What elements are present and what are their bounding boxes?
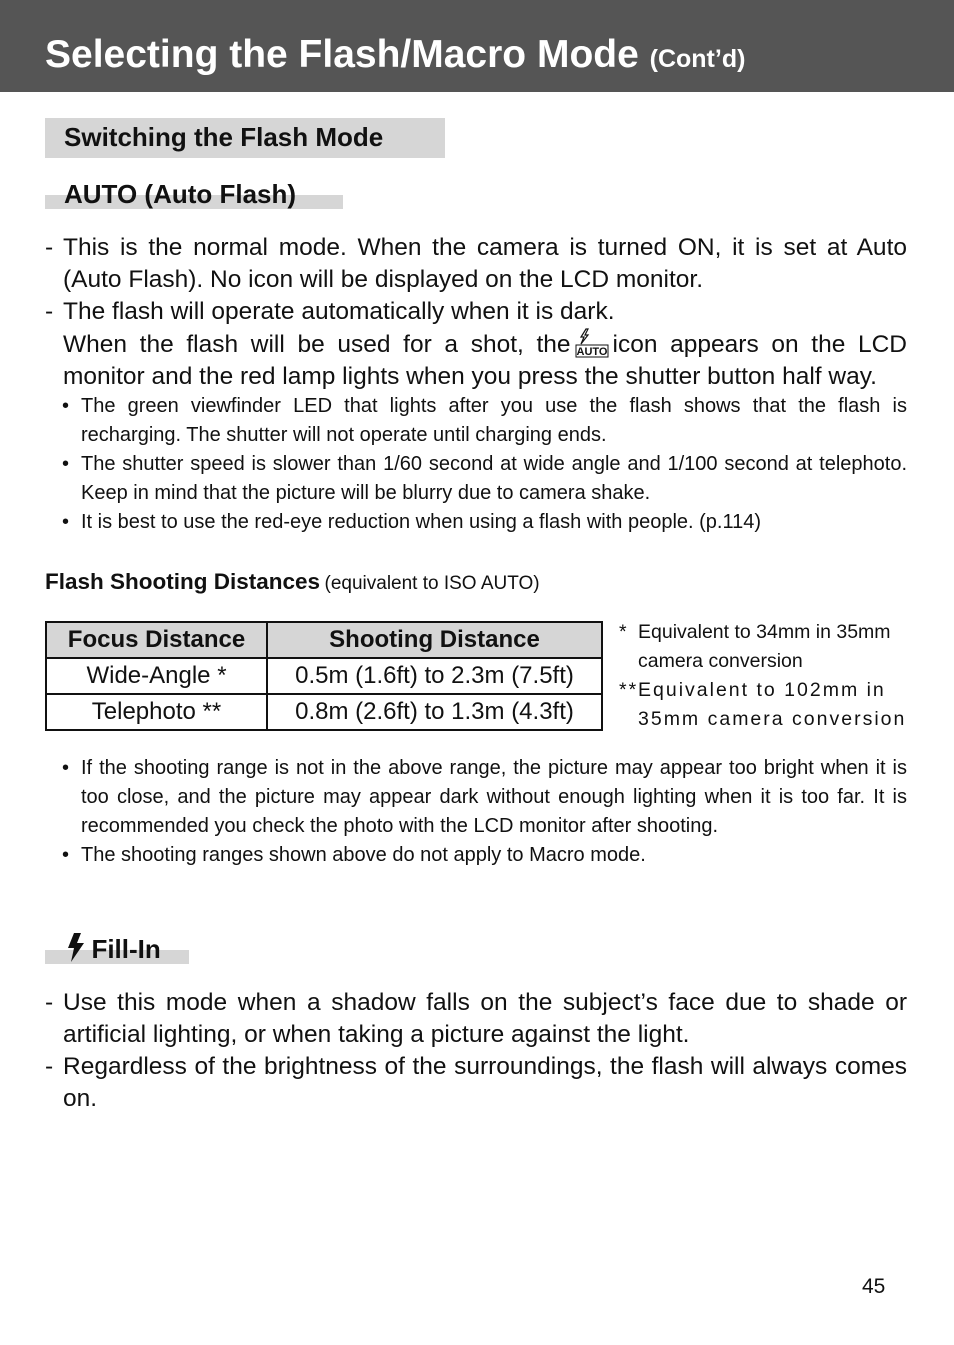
table-row <box>46 658 602 694</box>
table-cell: Telephoto ** <box>46 694 267 730</box>
distances-heading-text: Flash Shooting Distances <box>45 569 321 594</box>
fill-in-heading <box>45 932 161 965</box>
bullet-text: The green viewfinder LED that lights after you use the flash shows that the flash is recharging. The shutter will not operate until charging ends. <box>81 395 907 446</box>
bullet-item <box>62 508 907 537</box>
page-title <box>45 32 745 82</box>
fill-in-heading-text: Fill-In <box>91 934 161 964</box>
table-cell: 0.8m (2.6ft) to 1.3m (4.3ft) <box>267 694 602 730</box>
distances-heading <box>45 569 540 595</box>
bullet-dot: • <box>62 757 70 779</box>
auto-paragraph-2-before-icon: When the flash will be used for a shot, the <box>63 331 571 358</box>
bullet-dot: • <box>62 511 70 533</box>
bullet-item <box>62 450 907 508</box>
svg-text:AUTO: AUTO <box>576 346 608 358</box>
page-header <box>0 0 954 92</box>
auto-paragraph-2 <box>45 296 907 393</box>
dash-marker: - <box>45 298 54 325</box>
page-title-text: Selecting the Flash/Macro Mode <box>45 33 639 76</box>
bullet-item <box>62 392 907 450</box>
distance-bullets <box>62 754 907 870</box>
footnote-mark: ** <box>619 679 639 701</box>
bullet-item <box>62 754 907 841</box>
auto-paragraph-2-line1: The flash will operate automatically when it is dark. <box>63 298 615 325</box>
auto-paragraph-1 <box>45 232 907 296</box>
bullet-dot: • <box>62 395 70 417</box>
fill-in-paragraph-2-text: Regardless of the brightness of the surroundings, the flash will always comes on. <box>63 1053 907 1112</box>
fill-in-paragraph-2 <box>45 1051 907 1115</box>
auto-paragraph-1-text: This is the normal mode. When the camera is turned ON, it is set at Auto (Auto Flash). No icon will be displayed on the LCD monitor. <box>63 234 907 293</box>
page-title-suffix: (Cont’d) <box>649 45 746 73</box>
auto-heading <box>45 178 296 210</box>
auto-paragraph-2-after-icon: icon appears on the LCD monitor and the red lamp lights when you press the shutter button half way. <box>63 331 907 390</box>
table-cell: 0.5m (1.6ft) to 2.3m (7.5ft) <box>267 658 602 694</box>
footnote-text: Equivalent to 102mm in 35mm camera conversion <box>638 679 907 730</box>
column-header: Shooting Distance <box>267 622 602 658</box>
auto-bullets <box>62 392 907 537</box>
table-header-row <box>46 622 602 658</box>
footnote-text: Equivalent to 34mm in 35mm camera conversion <box>638 621 891 672</box>
bullet-text: The shutter speed is slower than 1/60 second at wide angle and 1/100 second at telephoto. Keep in mind that the picture will be blurry due to camera shake. <box>81 453 907 504</box>
bullet-text: If the shooting range is not in the above range, the picture may appear too bright when it is too close, and the picture may appear dark without enough lighting when it is too far. It is recommended you check the photo with the LCD monitor after shooting. <box>81 757 907 837</box>
auto-heading-text: AUTO (Auto Flash) <box>64 179 297 209</box>
distances-heading-note: (equivalent to ISO AUTO) <box>324 573 540 594</box>
table-footnotes <box>619 618 907 734</box>
bullet-text: It is best to use the red-eye reduction when using a flash with people. (p.114) <box>81 511 762 533</box>
dash-marker: - <box>45 989 54 1016</box>
auto-paragraph-2-line2 <box>63 328 907 393</box>
bullet-text: The shooting ranges shown above do not apply to Macro mode. <box>81 844 646 866</box>
page-number: 45 <box>862 1275 886 1298</box>
bullet-dot: • <box>62 453 70 475</box>
bullet-item <box>62 841 907 870</box>
fill-in-paragraph-1-text: Use this mode when a shadow falls on the subject’s face due to shade or artificial lighting, or when taking a picture against the light. <box>63 989 907 1048</box>
flash-auto-icon <box>575 328 609 358</box>
section-heading-text: Switching the Flash Mode <box>64 122 384 152</box>
flash-bolt-icon <box>65 932 87 963</box>
bullet-dot: • <box>62 844 70 866</box>
dash-marker: - <box>45 234 54 261</box>
auto-paragraph-2-body <box>63 296 907 393</box>
fill-in-paragraph-1 <box>45 987 907 1051</box>
table-row <box>46 694 602 730</box>
column-header: Focus Distance <box>46 622 267 658</box>
table-cell: Wide-Angle * <box>46 658 267 694</box>
dash-marker: - <box>45 1053 54 1080</box>
footnote <box>619 676 907 734</box>
distance-table <box>45 621 603 731</box>
section-heading <box>45 118 445 158</box>
footnote-mark: * <box>619 621 627 643</box>
footnote <box>619 618 907 676</box>
